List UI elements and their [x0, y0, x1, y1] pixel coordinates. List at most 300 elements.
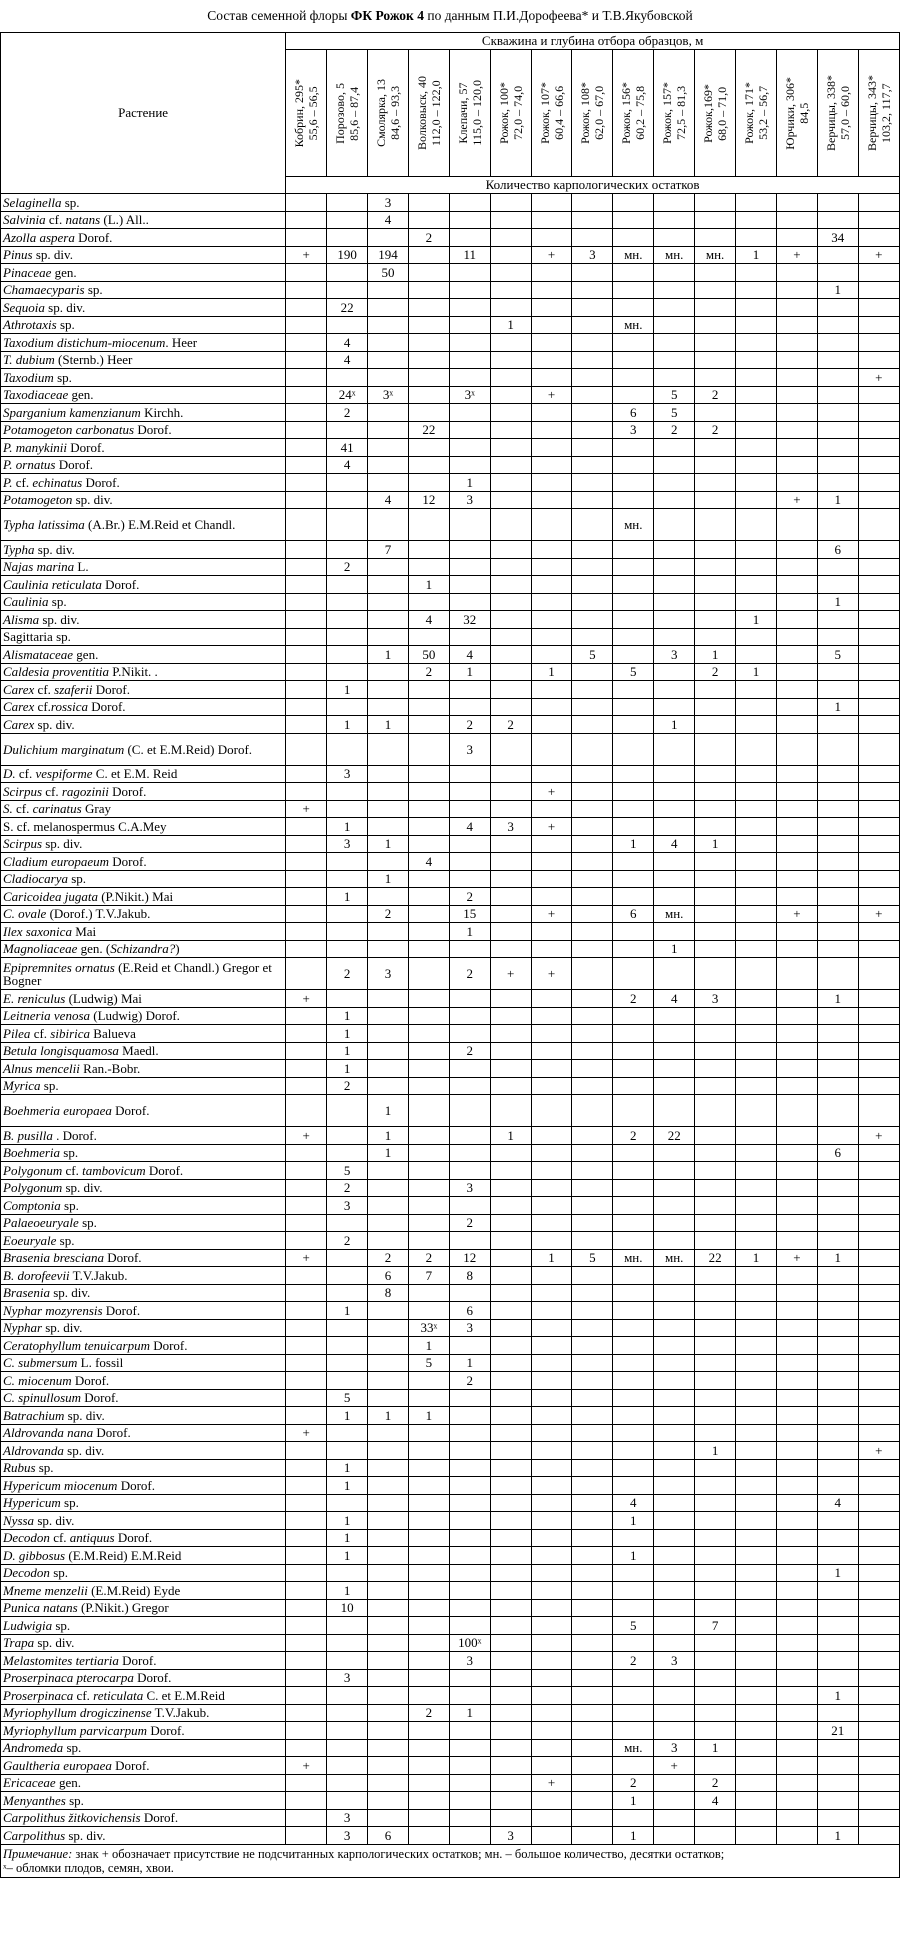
count-cell	[490, 1477, 531, 1495]
count-cell	[654, 369, 695, 387]
table-row	[1, 1564, 900, 1582]
count-cell	[736, 1302, 777, 1320]
count-cell	[736, 853, 777, 871]
count-cell	[531, 1337, 572, 1355]
count-cell	[695, 1564, 736, 1582]
count-cell	[817, 663, 858, 681]
count-cell	[490, 558, 531, 576]
count-cell	[449, 1599, 490, 1617]
count-cell	[449, 541, 490, 559]
count-cell	[776, 1025, 817, 1043]
count-cell	[490, 646, 531, 664]
count-cell	[490, 1284, 531, 1302]
plant-name-cell: Typha latissima (A.Br.) E.M.Reid et Chandl.	[1, 509, 286, 541]
count-cell	[736, 1197, 777, 1215]
count-cell: 1	[327, 818, 368, 836]
count-cell	[531, 456, 572, 474]
count-cell	[654, 611, 695, 629]
count-cell	[613, 334, 654, 352]
plant-name-cell: C. submersum L. fossil	[1, 1354, 286, 1372]
count-cell	[490, 491, 531, 509]
plant-name-cell: Taxodium distichum-miocenum. Heer	[1, 334, 286, 352]
count-cell	[327, 264, 368, 282]
count-cell	[654, 800, 695, 818]
count-cell	[695, 958, 736, 990]
count-cell	[490, 1179, 531, 1197]
count-cell	[736, 474, 777, 492]
count-cell	[449, 576, 490, 594]
count-cell	[817, 870, 858, 888]
count-cell	[286, 611, 327, 629]
count-cell	[776, 334, 817, 352]
count-cell	[613, 1582, 654, 1600]
count-cell	[736, 1389, 777, 1407]
count-cell	[490, 765, 531, 783]
count-cell	[286, 1599, 327, 1617]
count-cell	[572, 905, 613, 923]
count-cell: 3	[449, 1179, 490, 1197]
count-cell	[654, 509, 695, 541]
count-cell	[449, 1512, 490, 1530]
count-cell	[858, 1424, 899, 1442]
count-cell	[490, 386, 531, 404]
count-cell	[736, 1722, 777, 1740]
count-cell	[408, 1077, 449, 1095]
count-cell	[736, 194, 777, 212]
table-row	[1, 1704, 900, 1722]
count-cell	[817, 1652, 858, 1670]
count-cell	[695, 576, 736, 594]
count-cell	[695, 281, 736, 299]
count-cell	[613, 1599, 654, 1617]
count-cell: мн.	[613, 316, 654, 334]
count-cell	[572, 1284, 613, 1302]
count-cell	[572, 1512, 613, 1530]
count-cell	[736, 698, 777, 716]
count-cell: 100ˣ	[449, 1634, 490, 1652]
count-cell	[449, 264, 490, 282]
count-cell	[490, 456, 531, 474]
count-cell	[695, 1582, 736, 1600]
count-cell	[695, 853, 736, 871]
count-cell	[531, 194, 572, 212]
count-cell	[858, 1827, 899, 1845]
count-cell	[736, 1077, 777, 1095]
table-row	[1, 421, 900, 439]
count-cell	[572, 1582, 613, 1600]
count-cell	[736, 1494, 777, 1512]
count-cell	[572, 1389, 613, 1407]
count-cell	[613, 1424, 654, 1442]
count-cell	[572, 316, 613, 334]
count-cell	[858, 264, 899, 282]
count-cell: 8	[368, 1284, 409, 1302]
count-cell	[286, 1494, 327, 1512]
count-cell	[327, 1704, 368, 1722]
count-cell	[858, 628, 899, 646]
count-cell	[858, 1512, 899, 1530]
count-cell	[490, 681, 531, 699]
count-cell	[490, 628, 531, 646]
count-cell	[572, 681, 613, 699]
count-cell: +	[858, 369, 899, 387]
count-cell	[368, 681, 409, 699]
count-cell	[858, 421, 899, 439]
count-cell	[286, 1827, 327, 1845]
count-cell	[572, 576, 613, 594]
count-cell	[858, 1792, 899, 1810]
count-cell	[368, 1634, 409, 1652]
table-row	[1, 818, 900, 836]
count-cell	[776, 1494, 817, 1512]
count-cell	[531, 229, 572, 247]
count-cell	[449, 211, 490, 229]
count-cell	[368, 1007, 409, 1025]
count-cell	[368, 1337, 409, 1355]
count-cell	[572, 1007, 613, 1025]
count-cell	[858, 1634, 899, 1652]
count-cell	[531, 990, 572, 1008]
count-cell	[572, 1337, 613, 1355]
count-cell	[572, 1077, 613, 1095]
count-cell: 1	[327, 1459, 368, 1477]
count-cell	[736, 509, 777, 541]
count-cell	[817, 783, 858, 801]
count-cell	[531, 1827, 572, 1845]
count-cell	[776, 1372, 817, 1390]
table-row	[1, 386, 900, 404]
count-cell	[490, 281, 531, 299]
count-cell: +	[858, 1442, 899, 1460]
count-cell	[695, 1547, 736, 1565]
count-cell	[408, 733, 449, 765]
count-cell	[613, 1687, 654, 1705]
plant-name-cell: Brasenia bresciana Dorof.	[1, 1249, 286, 1267]
count-cell: 2	[408, 1249, 449, 1267]
count-cell	[613, 1095, 654, 1127]
count-cell	[449, 1407, 490, 1425]
plant-name-cell: Taxodium sp.	[1, 369, 286, 387]
count-cell	[531, 1267, 572, 1285]
count-cell	[490, 1407, 531, 1425]
count-cell	[776, 1792, 817, 1810]
table-row	[1, 765, 900, 783]
count-cell	[858, 1494, 899, 1512]
count-cell	[368, 1319, 409, 1337]
count-cell	[286, 1442, 327, 1460]
count-cell	[286, 1512, 327, 1530]
count-cell: 4	[613, 1494, 654, 1512]
count-cell	[408, 509, 449, 541]
count-cell	[286, 1267, 327, 1285]
count-cell: 1	[531, 1249, 572, 1267]
count-cell	[531, 1162, 572, 1180]
table-row	[1, 1722, 900, 1740]
count-cell	[858, 351, 899, 369]
count-cell	[776, 593, 817, 611]
count-cell	[695, 593, 736, 611]
plant-name-cell: Decodon cf. antiquus Dorof.	[1, 1529, 286, 1547]
count-cell	[572, 628, 613, 646]
count-cell	[695, 1127, 736, 1145]
count-cell	[572, 1547, 613, 1565]
count-cell	[736, 1267, 777, 1285]
count-cell: 1	[654, 716, 695, 734]
count-cell	[736, 576, 777, 594]
count-cell	[286, 1407, 327, 1425]
count-cell	[613, 1704, 654, 1722]
count-cell	[572, 1564, 613, 1582]
count-cell	[654, 576, 695, 594]
count-cell	[531, 439, 572, 457]
count-cell	[286, 681, 327, 699]
count-cell: +	[286, 1424, 327, 1442]
count-cell	[613, 541, 654, 559]
count-cell: 3	[327, 1669, 368, 1687]
count-cell	[613, 783, 654, 801]
count-cell	[490, 923, 531, 941]
table-row	[1, 1757, 900, 1775]
count-cell	[776, 1722, 817, 1740]
plant-name-cell: Potamogeton carbonatus Dorof.	[1, 421, 286, 439]
count-cell	[695, 1042, 736, 1060]
count-cell	[490, 404, 531, 422]
count-cell	[776, 1007, 817, 1025]
count-cell	[531, 628, 572, 646]
count-cell	[817, 1007, 858, 1025]
plant-name-cell: Carpolithus sp. div.	[1, 1827, 286, 1845]
count-cell	[695, 509, 736, 541]
count-cell	[531, 1284, 572, 1302]
count-cell	[449, 1095, 490, 1127]
count-cell	[449, 404, 490, 422]
count-cell	[327, 800, 368, 818]
count-cell	[817, 1302, 858, 1320]
count-cell	[572, 888, 613, 906]
count-cell	[695, 1354, 736, 1372]
count-cell	[858, 800, 899, 818]
count-cell	[776, 716, 817, 734]
count-cell	[531, 1407, 572, 1425]
count-cell	[286, 1669, 327, 1687]
plant-name-cell: Ericaceae gen.	[1, 1774, 286, 1792]
count-cell	[531, 835, 572, 853]
count-cell	[695, 541, 736, 559]
count-cell	[572, 558, 613, 576]
count-cell	[286, 351, 327, 369]
count-cell: 2	[449, 958, 490, 990]
count-cell	[613, 1302, 654, 1320]
plant-name-cell: Leitneria venosa (Ludwig) Dorof.	[1, 1007, 286, 1025]
count-cell	[449, 1007, 490, 1025]
count-cell	[858, 1389, 899, 1407]
count-cell: 6	[449, 1302, 490, 1320]
count-cell: 5	[572, 646, 613, 664]
count-cell: 1	[449, 663, 490, 681]
count-cell	[531, 1739, 572, 1757]
count-cell	[817, 1354, 858, 1372]
table-row	[1, 281, 900, 299]
count-cell	[408, 593, 449, 611]
count-cell	[368, 351, 409, 369]
count-cell	[654, 681, 695, 699]
plant-name-cell: Boehmeria europaea Dorof.	[1, 1095, 286, 1127]
plant-name-cell: Palaeoeuryale sp.	[1, 1214, 286, 1232]
count-cell	[695, 1652, 736, 1670]
count-cell: 1	[327, 1529, 368, 1547]
count-cell	[449, 281, 490, 299]
count-cell	[408, 1284, 449, 1302]
count-cell	[858, 1407, 899, 1425]
count-cell	[490, 1042, 531, 1060]
count-cell	[572, 1095, 613, 1127]
count-cell	[286, 229, 327, 247]
count-cell	[654, 439, 695, 457]
count-cell: 1	[327, 1477, 368, 1495]
count-cell	[368, 733, 409, 765]
count-cell	[449, 1739, 490, 1757]
table-row	[1, 1774, 900, 1792]
count-cell	[613, 1372, 654, 1390]
count-cell	[286, 558, 327, 576]
count-cell	[327, 783, 368, 801]
count-cell: 3	[368, 194, 409, 212]
count-cell	[858, 404, 899, 422]
count-cell	[817, 299, 858, 317]
plant-name-cell: Eoeuryale sp.	[1, 1232, 286, 1250]
count-cell: 2	[449, 1214, 490, 1232]
count-cell	[490, 369, 531, 387]
count-cell	[408, 940, 449, 958]
count-cell: 1	[327, 1042, 368, 1060]
count-cell	[695, 1302, 736, 1320]
count-cell	[613, 576, 654, 594]
count-cell	[613, 733, 654, 765]
count-cell	[449, 558, 490, 576]
count-cell	[817, 386, 858, 404]
table-row	[1, 246, 900, 264]
count-cell	[858, 593, 899, 611]
count-cell	[408, 800, 449, 818]
count-cell	[654, 1354, 695, 1372]
count-cell	[817, 1372, 858, 1390]
count-cell: 1	[736, 246, 777, 264]
count-cell	[817, 1424, 858, 1442]
count-cell	[736, 1127, 777, 1145]
count-cell	[858, 1739, 899, 1757]
plant-name-cell: S. cf. carinatus Gray	[1, 800, 286, 818]
count-cell	[858, 299, 899, 317]
count-cell	[613, 1722, 654, 1740]
count-cell	[327, 1214, 368, 1232]
count-cell	[613, 870, 654, 888]
table-row	[1, 1599, 900, 1617]
count-cell	[776, 1214, 817, 1232]
count-cell	[736, 229, 777, 247]
count-cell	[858, 509, 899, 541]
count-cell	[695, 1232, 736, 1250]
plant-name-cell: Ceratophyllum tenuicarpum Dorof.	[1, 1337, 286, 1355]
count-cell	[858, 1704, 899, 1722]
count-cell	[327, 316, 368, 334]
count-cell	[490, 1302, 531, 1320]
count-cell	[654, 1529, 695, 1547]
count-cell	[327, 1127, 368, 1145]
count-cell	[531, 1477, 572, 1495]
count-cell	[327, 733, 368, 765]
count-cell	[449, 990, 490, 1008]
count-cell	[858, 386, 899, 404]
count-cell: 3	[449, 1652, 490, 1670]
count-cell	[776, 211, 817, 229]
count-cell	[817, 835, 858, 853]
count-cell	[408, 1827, 449, 1845]
count-cell	[654, 1459, 695, 1477]
count-cell	[736, 1025, 777, 1043]
count-cell	[531, 1442, 572, 1460]
count-cell	[531, 853, 572, 871]
count-cell	[408, 456, 449, 474]
table-row	[1, 1547, 900, 1565]
count-cell	[327, 870, 368, 888]
count-cell: 1	[695, 1739, 736, 1757]
count-cell	[613, 958, 654, 990]
count-cell	[695, 1722, 736, 1740]
count-cell	[654, 698, 695, 716]
count-cell	[286, 1042, 327, 1060]
count-cell	[531, 369, 572, 387]
count-cell	[858, 888, 899, 906]
count-cell	[368, 439, 409, 457]
count-cell	[776, 1144, 817, 1162]
count-cell	[736, 1652, 777, 1670]
count-cell	[695, 439, 736, 457]
count-cell: 3	[572, 246, 613, 264]
plant-name-cell: Potamogeton sp. div.	[1, 491, 286, 509]
count-cell	[817, 1319, 858, 1337]
count-cell	[858, 558, 899, 576]
count-cell	[858, 1459, 899, 1477]
count-cell: 1	[613, 1827, 654, 1845]
count-cell	[858, 211, 899, 229]
count-cell	[613, 229, 654, 247]
count-cell	[695, 1095, 736, 1127]
count-cell	[776, 1477, 817, 1495]
count-cell: 1	[368, 716, 409, 734]
count-cell	[572, 818, 613, 836]
count-cell	[408, 818, 449, 836]
count-cell	[736, 1162, 777, 1180]
borehole-column-header: Рожок, 157* 72,5 – 81,3	[654, 50, 695, 177]
count-cell	[776, 1599, 817, 1617]
count-cell	[490, 783, 531, 801]
count-cell: 4	[327, 351, 368, 369]
count-cell	[490, 990, 531, 1008]
count-cell	[817, 1739, 858, 1757]
count-cell	[368, 1809, 409, 1827]
count-cell	[858, 1267, 899, 1285]
count-cell	[776, 835, 817, 853]
count-cell	[368, 1214, 409, 1232]
count-cell	[531, 800, 572, 818]
count-cell	[817, 1582, 858, 1600]
count-cell: 1	[817, 491, 858, 509]
count-cell	[531, 1704, 572, 1722]
count-cell	[695, 818, 736, 836]
count-cell	[449, 1757, 490, 1775]
count-cell	[408, 1442, 449, 1460]
count-cell	[368, 456, 409, 474]
